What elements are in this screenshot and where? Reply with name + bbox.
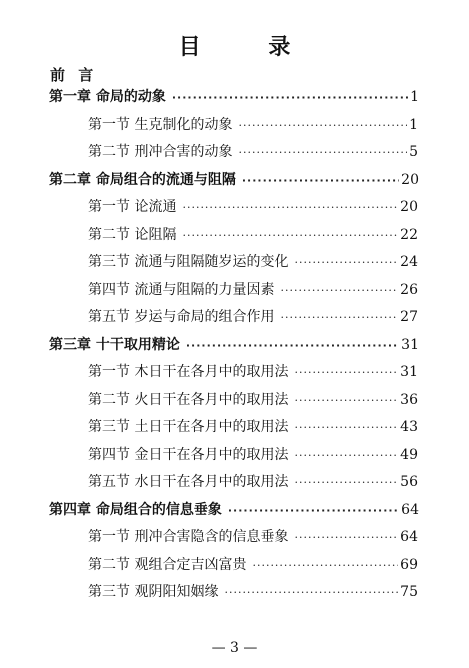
dot-leader — [280, 304, 398, 331]
toc-entry-page-number: 36 — [400, 391, 418, 408]
toc-chapter-entry[interactable] — [49, 167, 419, 194]
toc-section-entry[interactable] — [88, 579, 418, 606]
dot-leader — [280, 277, 398, 304]
toc-entry-title: 第四节 流通与阻隔的力量因素 — [88, 281, 275, 298]
toc-entry-page-number: 43 — [400, 419, 418, 435]
toc-entry-page-number: 26 — [400, 281, 418, 298]
toc-entry-page-number: 27 — [400, 309, 418, 325]
dot-leader — [252, 552, 398, 579]
toc-entry-title: 第三节 土日干在各月中的取用法 — [88, 419, 289, 435]
toc-entry-title: 第三节 观阴阳知姻缘 — [88, 584, 219, 600]
toc-entry-title: 第二节 火日干在各月中的取用法 — [88, 391, 289, 408]
dot-leader — [238, 112, 407, 139]
dot-leader — [294, 442, 398, 469]
dot-leader — [294, 249, 398, 276]
toc-entry-page-number: 64 — [400, 529, 418, 545]
toc-entry-page-number: 31 — [400, 364, 418, 380]
toc-entry-title: 第二节 论阻隔 — [88, 226, 177, 243]
toc-entry-title: 第一节 生克制化的动象 — [88, 116, 233, 133]
dot-leader — [182, 194, 398, 221]
toc-entry-page-number: 56 — [400, 474, 418, 490]
toc-section-entry[interactable] — [88, 469, 418, 496]
toc-entry-page-number: 1 — [410, 89, 419, 105]
toc-entry-title: 第一节 论流通 — [88, 199, 177, 215]
toc-section-entry[interactable] — [88, 194, 418, 221]
toc-entry-title: 第二章 命局组合的流通与阻隔 — [49, 171, 236, 188]
toc-entry-page-number: 1 — [409, 116, 418, 133]
toc-entry-title: 第三章 十干取用精论 — [49, 336, 180, 353]
toc-entry-page-number: 49 — [400, 446, 418, 463]
toc-entry-title: 第五节 水日干在各月中的取用法 — [88, 474, 289, 490]
toc-section-entry[interactable] — [88, 304, 418, 331]
dot-leader — [242, 167, 399, 194]
toc-entry-page-number: 20 — [400, 199, 418, 215]
toc-section-entry[interactable] — [88, 277, 418, 304]
dot-leader — [294, 414, 398, 441]
dot-leader — [228, 497, 399, 524]
dot-leader — [172, 84, 408, 111]
toc-entry-title: 第四章 命局组合的信息垂象 — [49, 501, 222, 518]
page-number: — 3 — — [211, 640, 258, 656]
toc-entry-page-number: 69 — [400, 556, 418, 573]
toc-entry-title: 第一节 木日干在各月中的取用法 — [88, 364, 289, 380]
toc-chapter-entry[interactable] — [49, 497, 419, 524]
toc-entry-title: 第二节 观组合定吉凶富贵 — [88, 556, 247, 573]
toc-entry-page-number: 24 — [400, 254, 418, 270]
toc-section-entry[interactable] — [88, 139, 418, 166]
toc-section-entry[interactable] — [88, 249, 418, 276]
dot-leader — [238, 139, 407, 166]
toc-chapter-entry[interactable] — [49, 332, 419, 359]
toc-entry-page-number: 31 — [401, 336, 419, 353]
toc-section-entry[interactable] — [88, 524, 418, 551]
toc-section-entry[interactable] — [88, 414, 418, 441]
toc-entry-page-number: 64 — [401, 501, 419, 518]
preface-entry[interactable]: 前 言 — [50, 66, 98, 84]
toc-section-entry[interactable] — [88, 112, 418, 139]
toc-entry-title: 第一节 刑冲合害隐含的信息垂象 — [88, 529, 289, 545]
toc-entry-title: 第二节 刑冲合害的动象 — [88, 144, 233, 160]
dot-leader — [294, 359, 398, 386]
dot-leader — [186, 332, 399, 359]
toc-section-entry[interactable] — [88, 552, 418, 579]
toc-chapter-entry[interactable] — [49, 84, 419, 111]
toc-section-entry[interactable] — [88, 359, 418, 386]
toc-section-entry[interactable] — [88, 222, 418, 249]
dot-leader — [294, 524, 398, 551]
dot-leader — [182, 222, 398, 249]
toc-section-entry[interactable] — [88, 442, 418, 469]
dot-leader — [224, 579, 398, 606]
toc-entry-page-number: 22 — [400, 226, 418, 243]
toc-entry-page-number: 5 — [409, 144, 418, 160]
toc-entry-page-number: 20 — [401, 171, 419, 188]
toc-entry-title: 第三节 流通与阻隔随岁运的变化 — [88, 254, 289, 270]
toc-section-entry[interactable] — [88, 387, 418, 414]
toc-entry-page-number: 75 — [400, 584, 418, 600]
toc-entry-title: 第一章 命局的动象 — [49, 89, 166, 105]
dot-leader — [294, 387, 398, 414]
toc-entry-title: 第五节 岁运与命局的组合作用 — [88, 309, 275, 325]
page-title: 目 录 — [178, 35, 321, 60]
dot-leader — [294, 469, 398, 496]
toc-entry-title: 第四节 金日干在各月中的取用法 — [88, 446, 289, 463]
